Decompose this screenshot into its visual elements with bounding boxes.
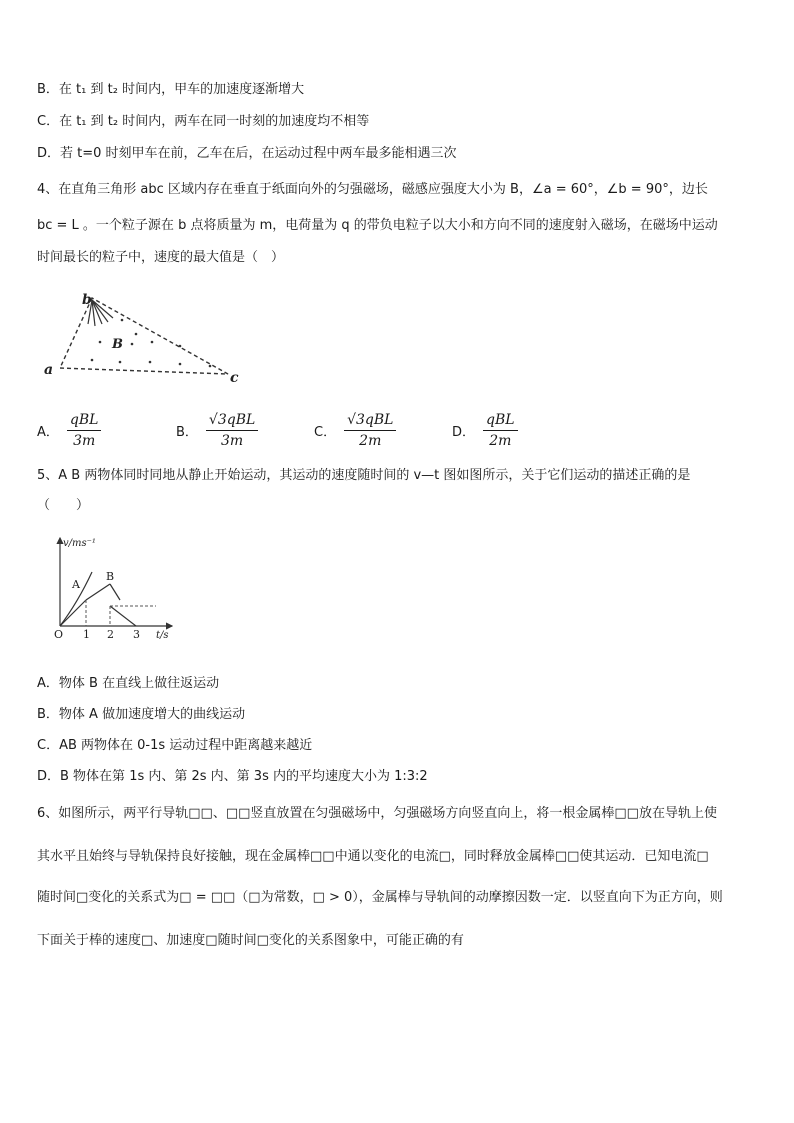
q6-stem-line1: 6、如图所示，两平行导轨□□、□□竖直放置在匀强磁场中，匀强磁场方向竖直向上，将一根金属棒□□放在导轨上使: [37, 806, 717, 821]
q4-option-c-numerator: √3qBL: [344, 412, 396, 431]
q4-stem-line2: bc = L 。一个粒子源在 b 点将质量为 m，电荷量为 q 的带负电粒子以大小和方向不同的速度射入磁场，在磁场中运动: [37, 218, 718, 233]
q5-option-d: D．B 物体在第 1s 内、第 2s 内、第 3s 内的平均速度大小为 1:3:2: [37, 769, 428, 784]
q6-stem-line2: 其水平且始终与导轨保持良好接触，现在金属棒□□中通以变化的电流□，同时释放金属棒□□使其运动．已知电流□: [37, 849, 709, 864]
q5-tick-2: 2: [107, 628, 114, 641]
q4-option-c: [314, 408, 396, 452]
q4-option-d-label: D．: [452, 424, 476, 440]
q5-tick-3: 3: [133, 628, 140, 641]
q5-option-c: C．AB 两物体在 0-1s 运动过程中距离越来越近: [37, 738, 313, 753]
q6-stem-line4: 下面关于棒的速度□、加速度□随时间□变化的关系图象中，可能正确的有: [37, 933, 464, 948]
q4-stem-line3: 时间最长的粒子中，速度的最大值是（ ）: [37, 250, 285, 265]
q4-option-b-fraction: [206, 412, 258, 449]
q4-option-c-fraction: [344, 412, 396, 449]
q4-option-c-denominator: 2m: [359, 432, 382, 449]
q4-vertex-c-label: c: [230, 370, 239, 386]
q5-label-a: A: [72, 578, 80, 591]
q4-option-a-fraction: [67, 412, 102, 449]
q4-triangle-figure: [40, 288, 250, 388]
q4-option-b-numerator: √3qBL: [206, 412, 258, 431]
q4-option-a-denominator: 3m: [73, 432, 96, 449]
q4-stem-line1: 4、在直角三角形 abc 区域内存在垂直于纸面向外的匀强磁场，磁感应强度大小为 B，∠a = 60°，∠b = 90°，边长: [37, 182, 708, 197]
q4-vertex-b-label: b: [82, 292, 92, 308]
q4-option-a: [37, 408, 101, 452]
q3-option-d: D．若 t=0 时刻甲车在前，乙车在后，在运动过程中两车最多能相遇三次: [37, 146, 457, 161]
q4-option-d: [452, 408, 518, 452]
q5-stem-line1: 5、A B 两物体同时同地从静止开始运动，其运动的速度随时间的 v—t 图如图所示，关于它们运动的描述正确的是: [37, 468, 691, 483]
q4-option-d-numerator: qBL: [483, 412, 518, 431]
q5-ylabel: v/ms⁻¹: [63, 538, 96, 549]
q5-label-b: B: [106, 570, 115, 583]
q4-option-a-label: A．: [37, 424, 59, 440]
q4-field-b-label: B: [112, 337, 123, 352]
q6-stem-line3: 随时间□变化的关系式为□ = □□（□为常数，□ > 0），金属棒与导轨间的动摩擦因数一定．以竖直向下为正方向，则: [37, 890, 723, 905]
q4-option-d-denominator: 2m: [489, 432, 512, 449]
q3-option-c: C．在 t₁ 到 t₂ 时间内，两车在同一时刻的加速度均不相等: [37, 114, 370, 129]
q5-xlabel: t/s: [156, 630, 169, 641]
q3-option-b: B．在 t₁ 到 t₂ 时间内，甲车的加速度逐渐增大: [37, 82, 305, 97]
q4-vertex-a-label: a: [44, 362, 54, 378]
q4-option-a-numerator: qBL: [67, 412, 102, 431]
q4-option-b-label: B．: [176, 424, 198, 440]
q4-option-b: [176, 408, 258, 452]
q4-option-c-label: C．: [314, 424, 337, 440]
q5-origin-label: O: [54, 628, 64, 641]
q5-vt-graph: [48, 532, 178, 644]
q5-tick-1: 1: [83, 628, 90, 641]
q5-option-a: A．物体 B 在直线上做往返运动: [37, 676, 220, 691]
q5-stem-line2: （ ）: [37, 498, 90, 513]
q5-option-b: B．物体 A 做加速度增大的曲线运动: [37, 707, 246, 722]
q4-option-d-fraction: [483, 412, 518, 449]
q4-option-b-denominator: 3m: [221, 432, 244, 449]
